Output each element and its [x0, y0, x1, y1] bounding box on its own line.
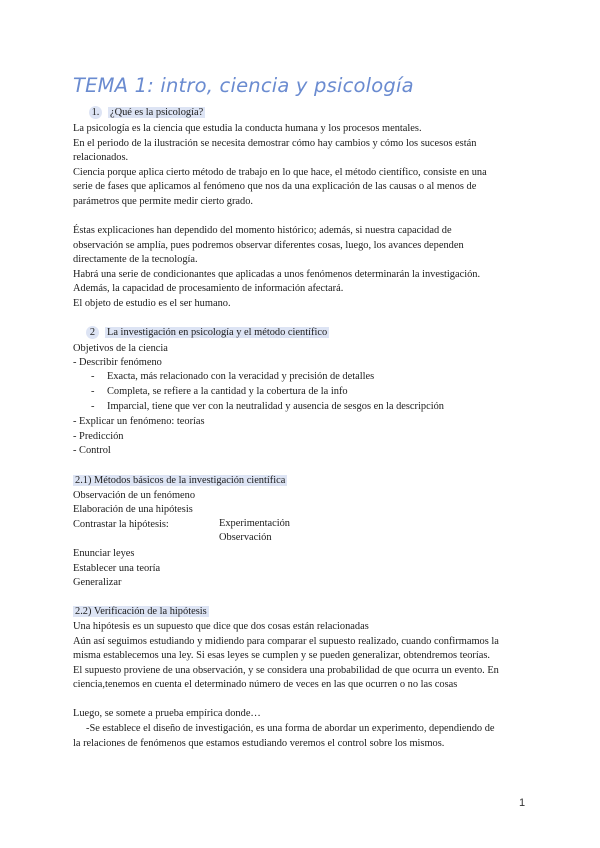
method-line: Contrastar la hipótesis:: [73, 519, 169, 530]
paragraph-line: relacionados.: [73, 152, 129, 163]
section21-heading-text: 2.1) Métodos básicos de la investigación científica: [75, 475, 286, 486]
paragraph-line: Una hipótesis es un supuesto que dice que dos cosas están relacionadas: [73, 621, 369, 632]
paragraph-line: La psicología es la ciencia que estudia la conducta humana y los procesos mentales.: [73, 123, 422, 134]
page-title: TEMA 1: intro, ciencia y psicología: [73, 74, 414, 97]
section22-heading-text: 2.2) Verificación de la hipótesis: [75, 606, 207, 617]
list-item: - Describir fenómeno: [73, 357, 162, 368]
method-line: Generalizar: [73, 577, 122, 588]
paragraph-line: Luego, se somete a prueba empírica donde…: [73, 708, 261, 719]
paragraph-line: -Se establece el diseño de investigación, es una forma de abordar un experimento, dependiendo de: [73, 723, 495, 734]
paragraph-line: El objeto de estudio es el ser humano.: [73, 298, 231, 309]
paragraph-line: misma establecemos una ley. Si esas leyes se cumplen y se pueden generalizar, obtendremos teorías.: [73, 650, 490, 661]
paragraph-line: Habrá una serie de condicionantes que aplicadas a unos fenómenos determinarán la investigación.: [73, 269, 481, 280]
sub-list-item: Exacta, más relacionado con la veracidad y precisión de detalles: [107, 371, 375, 382]
paragraph-line: serie de fases que aplicamos al fenómeno que nos da una explicación de las causas o al menos de: [73, 181, 477, 192]
section21-heading: [73, 474, 287, 489]
page-number: 1: [519, 797, 526, 809]
objectives-title: Objetivos de la ciencia: [73, 343, 168, 354]
method-subitem: Observación: [219, 532, 272, 543]
section2-heading-text: La investigación en psicología y el método científico: [107, 327, 328, 338]
method-line: Elaboración de una hipótesis: [73, 504, 193, 515]
method-line: Observación de un fenómeno: [73, 490, 196, 501]
section1-heading-text: ¿Qué es la psicología?: [110, 107, 204, 118]
dash-bullet: -: [91, 386, 95, 397]
paragraph-line: Éstas explicaciones han dependido del momento histórico; además, si nuestra capacidad de: [73, 225, 452, 236]
section2-heading: [86, 326, 329, 341]
list-item: - Control: [73, 445, 111, 456]
section1-number: 1.: [89, 106, 102, 119]
list-item: - Explicar un fenómeno: teorías: [73, 416, 205, 427]
paragraph-line: Además, la capacidad de procesamiento de información afectará.: [73, 283, 344, 294]
paragraph-line: ciencia,tenemos en cuenta el determinado número de veces en las que ocurren o no las cosas: [73, 679, 458, 690]
paragraph-line: Ciencia porque aplica cierto método de trabajo en lo que hace, el método científico, consiste en una: [73, 167, 487, 178]
section2-number: 2: [86, 326, 99, 339]
sub-list-item: Completa, se refiere a la cantidad y la cobertura de la info: [107, 386, 348, 397]
sub-list-item: Imparcial, tiene que ver con la neutralidad y ausencia de sesgos en la descripción: [107, 401, 444, 412]
paragraph-line: la relaciones de fenómenos que estamos estudiando veremos el control sobre los mismos.: [73, 738, 445, 749]
method-subitem: Experimentación: [219, 518, 290, 529]
method-line: Establecer una teoría: [73, 563, 161, 574]
dash-bullet: -: [91, 371, 95, 382]
paragraph-line: directamente de la tecnología.: [73, 254, 198, 265]
paragraph-line: En el periodo de la ilustración se necesita demostrar cómo hay cambios y cómo los sucesos están: [73, 138, 477, 149]
list-item: - Predicción: [73, 431, 124, 442]
dash-bullet: -: [91, 401, 95, 412]
paragraph-line: observación se amplía, pues podremos observar diferentes cosas, luego, los avances dependen: [73, 240, 464, 251]
method-line: Enunciar leyes: [73, 548, 135, 559]
section22-heading: [73, 605, 209, 620]
paragraph-line: El supuesto proviene de una observación, y se considera una probabilidad de que ocurra un evento. En: [73, 665, 499, 676]
paragraph-line: parámetros que permite medir cierto grado.: [73, 196, 254, 207]
paragraph-line: Aún así seguimos estudiando y midiendo para comparar el supuesto realizado, cuando confirmamos la: [73, 636, 499, 647]
section1-heading: [89, 106, 205, 121]
